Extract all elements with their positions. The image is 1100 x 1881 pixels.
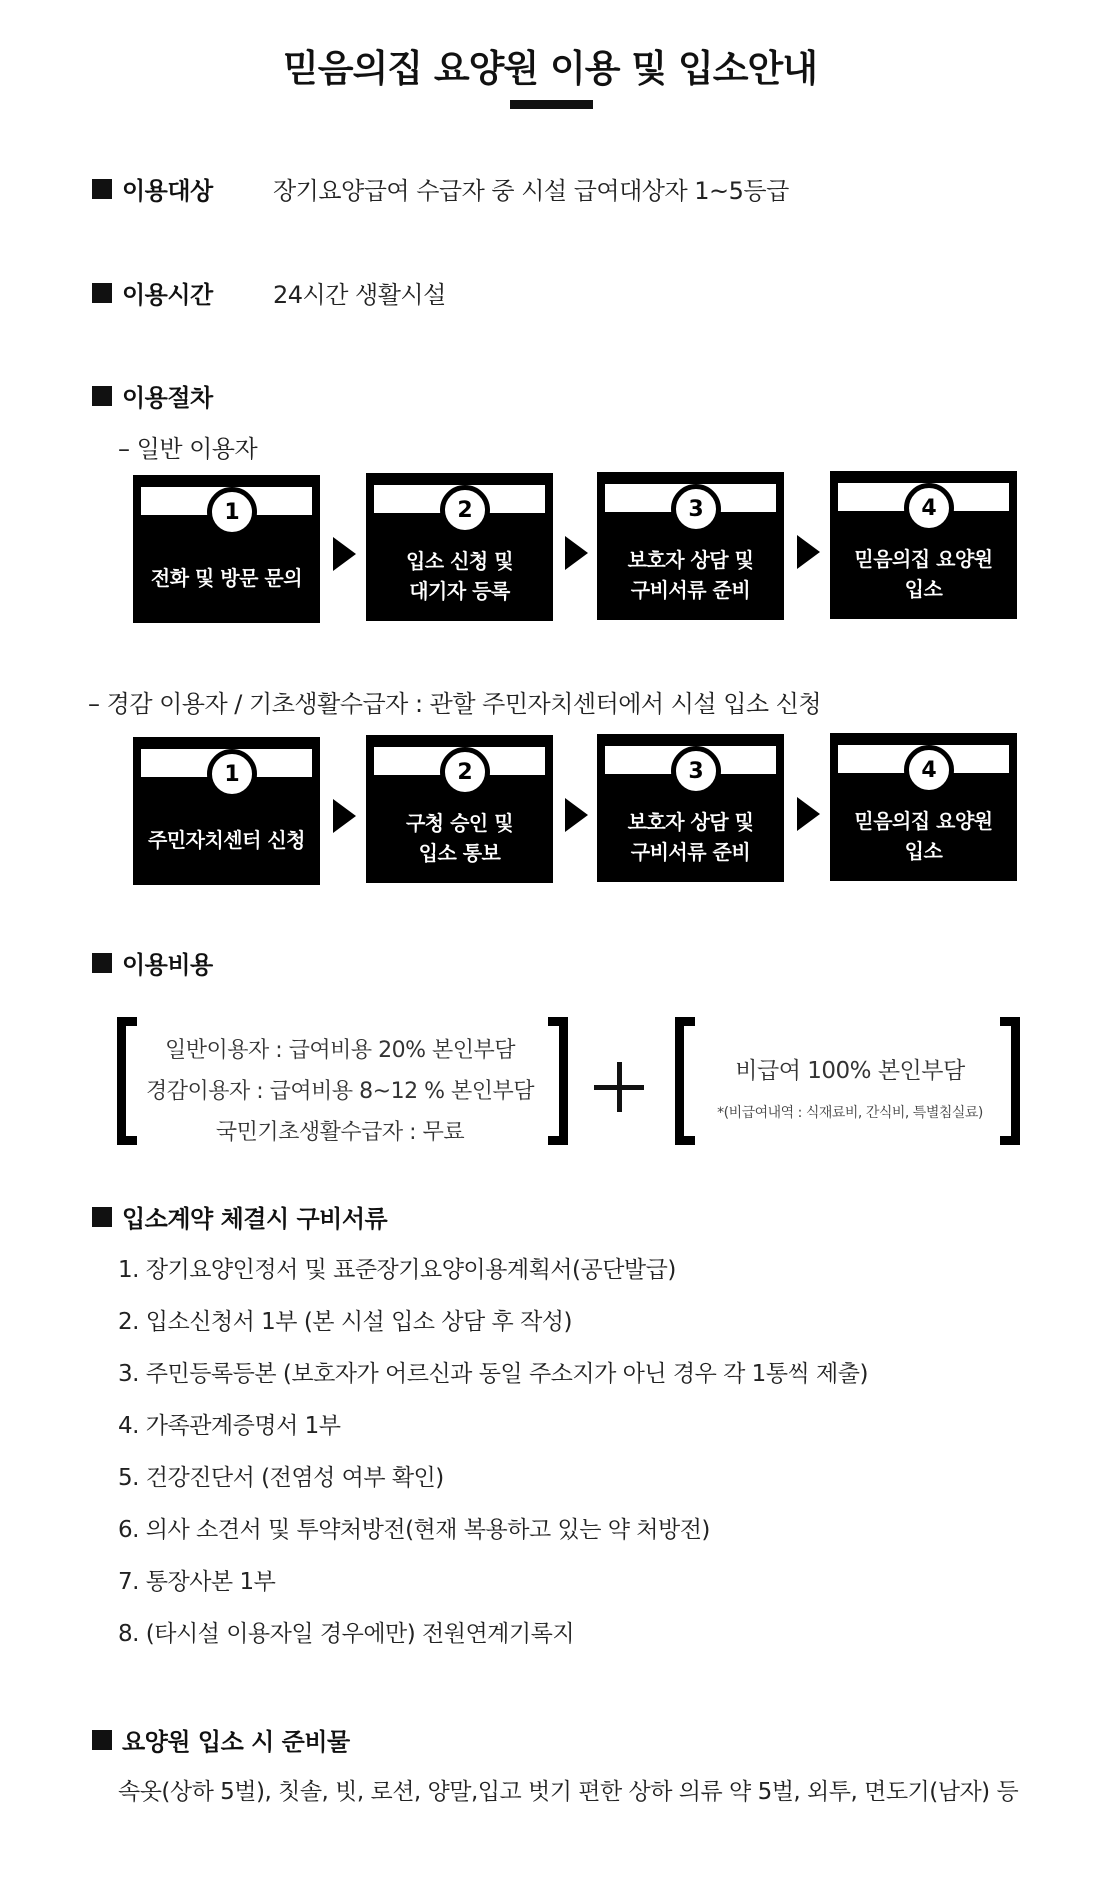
- cost-lines: [140, 1030, 540, 1153]
- section-documents-heading: [92, 1199, 387, 1234]
- document-item: 1. 장기요양인정서 및 표준장기요양이용계획서(공단발급): [118, 1257, 676, 1283]
- square-bullet-icon: [92, 386, 112, 406]
- section-target-heading: [92, 171, 213, 206]
- nonpay-main: 비급여 100% 본인부담: [735, 1058, 965, 1084]
- arrow-right-icon: [797, 535, 820, 569]
- section-target-label: 이용대상: [122, 177, 213, 205]
- step-label: 주민자치센터 신청: [147, 828, 306, 852]
- prep-items: 속옷(상하 5벌), 칫솔, 빗, 로션, 양말,입고 벗기 편한 상하 의류 약 5벌, 외투, 면도기(남자) 등: [118, 1779, 1019, 1805]
- step-label: 보호자 상담 및 구비서류 준비: [627, 548, 754, 602]
- reduced-step-2: [366, 735, 553, 883]
- section-prep-heading: [92, 1722, 350, 1757]
- step-number-badge: 2: [440, 747, 490, 797]
- arrow-right-icon: [565, 536, 588, 570]
- bracket-open: [117, 1017, 137, 1145]
- step-number-badge: 4: [904, 745, 954, 795]
- arrow-right-icon: [797, 797, 820, 831]
- step-number-badge: 1: [207, 749, 257, 799]
- title-underline: [510, 100, 593, 109]
- document-item: 8. (타시설 이용자일 경우에만) 전원연계기록지: [118, 1621, 575, 1647]
- step-number-badge: 3: [671, 746, 721, 796]
- section-documents-label: 입소계약 체결시 구비서류: [122, 1205, 388, 1233]
- section-hours-label: 이용시간: [122, 281, 213, 309]
- step-label: 믿음의집 요양원 입소: [854, 547, 993, 601]
- document-item: 2. 입소신청서 1부 (본 시설 입소 상담 후 작성): [118, 1309, 573, 1335]
- section-hours-heading: [92, 275, 213, 310]
- step-label: 믿음의집 요양원 입소: [854, 809, 993, 863]
- square-bullet-icon: [92, 1730, 112, 1750]
- cost-line-basic: 국민기초생활수급자 : 무료: [215, 1120, 465, 1145]
- general-step-3: [597, 472, 784, 620]
- step-number-badge: 2: [440, 485, 490, 535]
- general-step-2: [366, 473, 553, 621]
- reduced-step-3: [597, 734, 784, 882]
- bracket-close: [548, 1017, 568, 1145]
- nonpay-note: *(비급여내역 : 식재료비, 간식비, 특별침실료): [717, 1105, 983, 1121]
- section-procedure-heading: [92, 378, 213, 413]
- page-title: 믿음의집 요양원 이용 및 입소안내: [283, 47, 817, 90]
- general-step-4: [830, 471, 1017, 619]
- section-procedure-label: 이용절차: [122, 384, 213, 412]
- square-bullet-icon: [92, 1207, 112, 1227]
- step-label: 전화 및 방문 문의: [150, 566, 303, 590]
- arrow-right-icon: [565, 798, 588, 832]
- arrow-right-icon: [333, 799, 356, 833]
- step-number-badge: 4: [904, 483, 954, 533]
- document-item: 3. 주민등록등본 (보호자가 어르신과 동일 주소지가 아닌 경우 각 1통씩 제출): [118, 1361, 868, 1387]
- reduced-step-1: [133, 737, 320, 885]
- document-item: 5. 건강진단서 (전염성 여부 확인): [118, 1465, 444, 1491]
- section-cost-heading: [92, 945, 213, 980]
- general-user-label: – 일반 이용자: [118, 435, 258, 463]
- general-step-1: [133, 475, 320, 623]
- arrow-right-icon: [333, 537, 356, 571]
- reduced-user-label: – 경감 이용자 / 기초생활수급자 : 관할 주민자치센터에서 시설 입소 신청: [88, 690, 822, 718]
- step-label: 보호자 상담 및 구비서류 준비: [627, 810, 754, 864]
- section-cost-label: 이용비용: [122, 951, 213, 979]
- cost-line-reduced: 경감이용자 : 급여비용 8~12 % 본인부담: [146, 1079, 534, 1104]
- document-item: 6. 의사 소견서 및 투약처방전(현재 복용하고 있는 약 처방전): [118, 1517, 710, 1543]
- section-prep-label: 요양원 입소 시 준비물: [122, 1728, 350, 1756]
- square-bullet-icon: [92, 953, 112, 973]
- step-number-badge: 3: [671, 484, 721, 534]
- square-bullet-icon: [92, 179, 112, 199]
- cost-line-general: 일반이용자 : 급여비용 20% 본인부담: [164, 1038, 516, 1063]
- reduced-step-4: [830, 733, 1017, 881]
- section-hours-value: 24시간 생활시설: [273, 281, 446, 309]
- step-number-badge: 1: [207, 487, 257, 537]
- bracket-close: [1000, 1017, 1020, 1145]
- section-target-value: 장기요양급여 수급자 중 시설 급여대상자 1~5등급: [273, 177, 789, 205]
- square-bullet-icon: [92, 283, 112, 303]
- step-label: 구청 승인 및 입소 통보: [405, 811, 514, 865]
- step-label: 입소 신청 및 대기자 등록: [405, 549, 514, 603]
- document-item: 4. 가족관계증명서 1부: [118, 1413, 341, 1439]
- document-item: 7. 통장사본 1부: [118, 1569, 276, 1595]
